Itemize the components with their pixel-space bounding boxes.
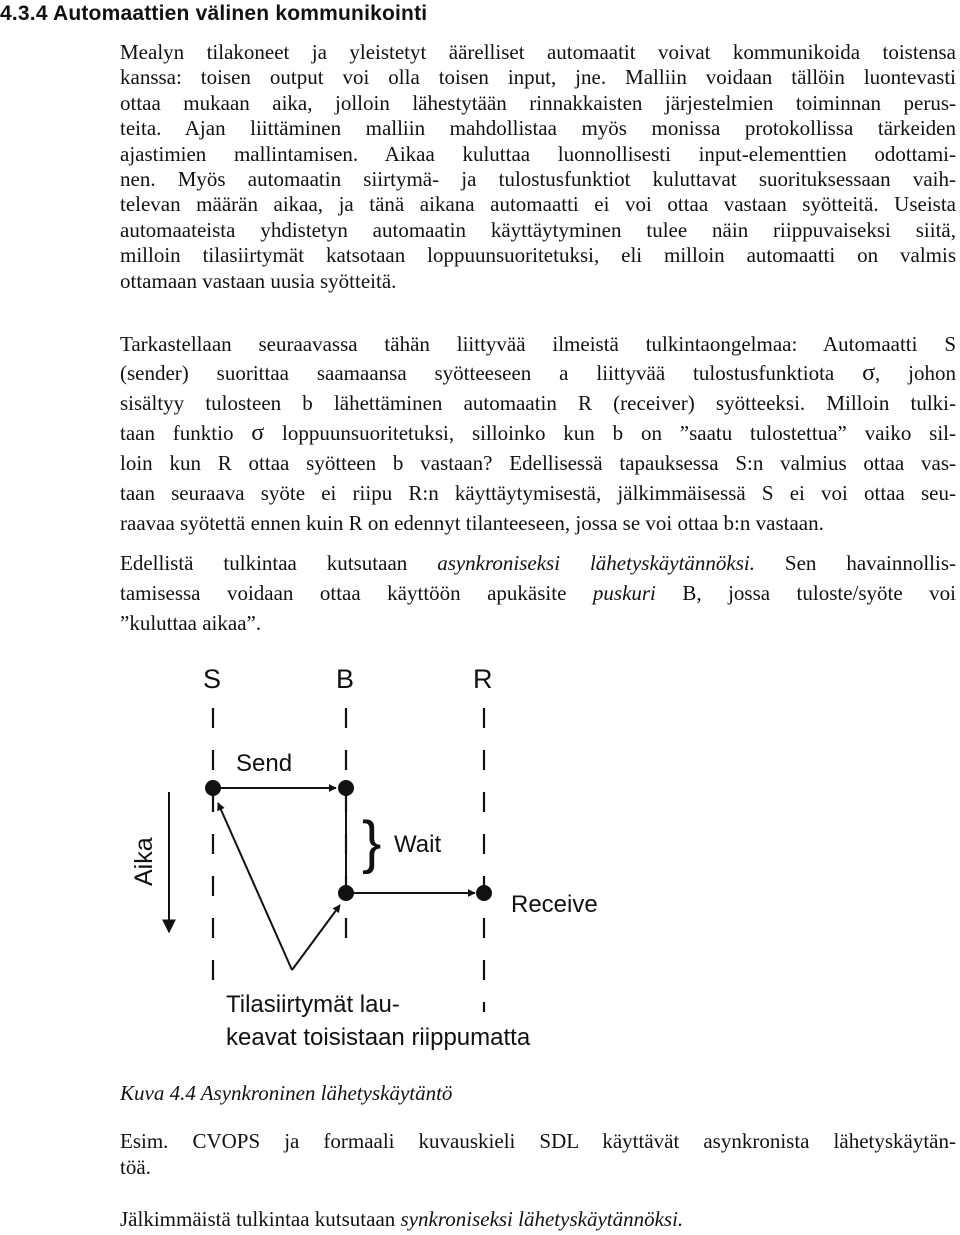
text-line: ottaa mukaan aika, jolloin lähestytään rinnakkaisten järjestelmien toiminnan perus- (120, 90, 956, 115)
text-line: Esim. CVOPS ja formaali kuvauskieli SDL käyttävät asynkronista lähetyskäytän- (120, 1129, 956, 1153)
async-send-diagram (0, 640, 960, 1080)
text-run: tamisessa voidaan ottaa käyttöön apukäsite (120, 581, 593, 605)
text-line: teita. Ajan liittäminen malliin mahdollistaa myös monissa protokollissa tärkeiden (120, 116, 956, 141)
send-point-s (205, 780, 221, 796)
text-line: ”kuluttaa aikaa”. (120, 611, 262, 635)
wait-brace: } (362, 810, 382, 875)
text-line (120, 1207, 956, 1232)
text-run: Edellistä tulkintaa kutsutaan (120, 551, 438, 575)
receive-label: Receive (511, 891, 598, 918)
term-asynchronous: asynkroniseksi lähetyskäytännöksi. (437, 551, 756, 575)
note-line-1: Tilasiirtymät lau- (226, 991, 400, 1018)
text-run: taan funktio (120, 421, 252, 445)
actor-b-label: B (336, 664, 355, 694)
text-line: raavaa syötettä ennen kuin R on edennyt tilanteeseen, jossa se voi ottaa b:n vastaan. (120, 511, 824, 535)
example-paragraph (120, 1128, 956, 1180)
figure-caption: Kuva 4.4 Asynkroninen lähetyskäytäntö (120, 1081, 453, 1105)
text-line (120, 578, 956, 608)
text-line: televan määrän aikaa, ja tänä aikana automaatti ei voi ottaa vastaan syötteitä. Useista (120, 192, 956, 217)
wait-label: Wait (394, 831, 442, 858)
receive-point-r (476, 885, 492, 901)
text-run: loppuunsuoritetuksi, silloinko kun b on ”saatu tulostettua” vaiko sil- (264, 421, 957, 445)
time-axis-label: Aika (130, 837, 158, 886)
text-run: B, jossa tuloste/syöte voi (655, 581, 956, 605)
text-line: ottamaan vastaan uusia syötteitä. (120, 268, 397, 293)
text-run: (sender) suorittaa saamaansa syötteeseen a liittyvää tulostusfunktiota (120, 361, 863, 385)
text-line: taan seuraava syöte ei riipu R:n käyttäytymisestä, jälkimmäisessä S ei voi ottaa seu- (120, 481, 956, 505)
text-line: nen. Myös automaatin siirtymä- ja tulostusfunktiot kuluttavat suorituksessaan vaih- (120, 167, 956, 192)
term-buffer: puskuri (592, 581, 656, 605)
text-line: ajastimien mallintamisen. Aikaa kuluttaa luonnollisesti input-elementtien odottami- (120, 141, 956, 166)
sigma-symbol: σ (251, 420, 265, 446)
text-line (120, 548, 956, 578)
text-line: milloin tilasiirtymät katsotaan loppuunsuoritetuksi, eli milloin automaatti on valmis (120, 243, 956, 268)
text-run: , johon (875, 361, 957, 385)
note-pointer-b (292, 905, 340, 970)
text-line: automaateista yhdistetyn automaatin käyttäytyminen tulee näin riippuvaiseksi siitä, (120, 217, 956, 242)
text-line: sisältyy tulosteen b lähettäminen automaatin R (receiver) syötteeksi. Milloin tulki- (120, 391, 956, 415)
closing-paragraph (120, 1207, 956, 1232)
actor-s-label: S (203, 664, 222, 694)
problem-paragraph (120, 330, 956, 538)
text-run: Jälkimmäistä tulkintaa kutsutaan (120, 1207, 401, 1231)
text-line (120, 418, 956, 448)
sigma-symbol: σ (862, 360, 876, 386)
text-line (120, 358, 956, 388)
text-line: Tarkastellaan seuraavassa tähän liittyvää ilmeistä tulkintaongelmaa: Automaatti S (120, 332, 956, 356)
buffer-in-point (338, 780, 354, 796)
note-pointer-s (218, 803, 292, 970)
actor-r-label: R (473, 664, 493, 694)
text-line: kanssa: toisen output voi olla toisen input, jne. Malliin voidaan tällöin luontevasti (120, 65, 956, 90)
definition-paragraph (120, 548, 956, 638)
term-synchronous: synkroniseksi lähetyskäytännöksi. (400, 1207, 684, 1231)
send-label: Send (236, 750, 293, 777)
text-line: töä. (120, 1155, 151, 1179)
buffer-out-point (338, 885, 354, 901)
text-line: Mealyn tilakoneet ja yleistetyt äärelliset automaatit voivat kommunikoida toistensa (120, 40, 956, 64)
text-run: Sen havainnollis- (755, 551, 956, 575)
intro-paragraph (120, 40, 956, 294)
section-heading: 4.3.4 Automaattien välinen kommunikointi (0, 2, 428, 25)
note-line-2: keavat toisistaan riippumatta (226, 1024, 531, 1051)
text-line: loin kun R ottaa syötteen b vastaan? Edellisessä tapauksessa S:n valmius ottaa vas- (120, 451, 956, 475)
